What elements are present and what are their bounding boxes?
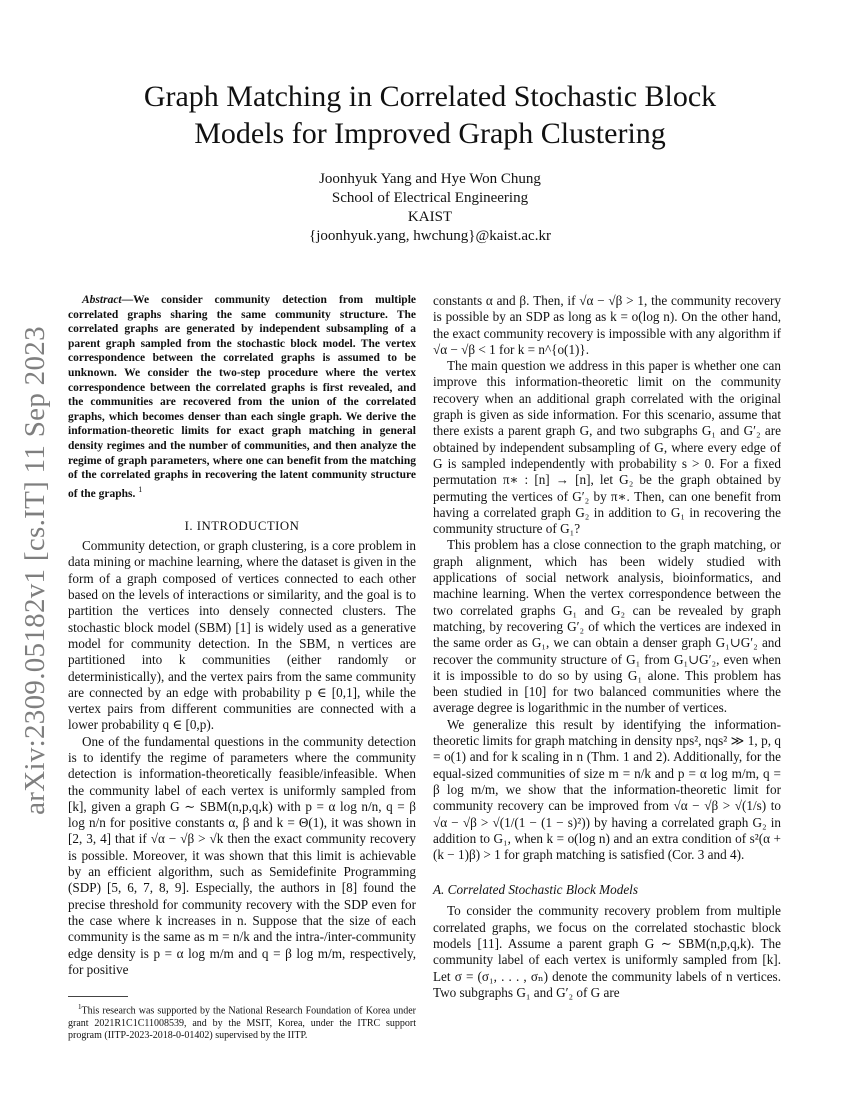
- affiliation: School of Electrical Engineering: [331, 190, 529, 206]
- paper-title: [70, 78, 790, 152]
- subsection-paragraph-1: To consider the community recovery problem from multiple correlated graphs, we focus on the correlated stochastic block models [11]. Assume a parent graph G ∼ SBM(n,p,q,k). The community label of each vertex is uniformly sampled from [k]. Let σ = (σ₁, . . . , σₙ) denote the community labels of n vertices. Two subgraphs G₁ and G′₂ of G are: [433, 903, 781, 1000]
- footnote: [68, 1001, 416, 1042]
- footnote-divider: [68, 996, 128, 997]
- intro-paragraph-2: One of the fundamental questions in the community detection is to identify the regime of parameters where the community detection is information-theoretically feasible/infeasible. When the community label of each vertex is uniformly sampled from [k], given a graph G ∼ SBM(n,p,q,k) with p = α log n/n, q = β log n/n for positive constants α, β and k = Θ(1), it was shown in [2, 3, 4] that if √α − √β > √k then the exact community recovery is possible. Moreover, it was shown that this limit is achievable by an efficient algorithm, such as Semidefinite Programming (SDP) [5, 6, 7, 8, 9]. Especially, the authors in [8] found the precise threshold for community recovery with the SDP even for the case where k increases in n. Suppose that the size of each community is the same as m = n/k and the intra-/inter-community edge density is p = α log m/m and q = β log m/m, respectively, for positive: [68, 733, 416, 977]
- subsection-heading-correlated-sbm: A. Correlated Stochastic Block Models: [433, 882, 638, 898]
- institution: KAIST: [407, 209, 453, 225]
- footnote-text: This research was supported by the National Research Foundation of Korea under grant 2021R1C1C11008539, and by the MSIT, Korea, under the ITRC support program (IITP-2023-2018-0-01402) supervised by the IITP.: [68, 1005, 416, 1041]
- abstract-footnote-mark[interactable]: 1: [138, 484, 143, 494]
- abstract-dash: —: [121, 294, 134, 306]
- intro-paragraph-4: This problem has a close connection to the graph matching, or graph alignment, which has been widely studied with applications of social network analysis, bioinformatics, and machine learning. When the vertex correspondence between the two correlated graphs G₁ and G₂ can be revealed by graph matching, by recovering G′₂ of which the vertices are indexed in the same order as G₁, we can obtain a denser graph G₁∪G′₂ and recover the community structure of G₁ from G₁∪G′₂, even when it is impossible to do so by using G₁ alone. This problem has been studied in [10] for two balanced communities where the average degree is logarithmic in the number of vertices.: [433, 537, 781, 716]
- arxiv-identifier-text: arXiv:2309.05182v1 [cs.IT] 11 Sep 2023: [18, 325, 51, 815]
- authors: Joonhyuk Yang and Hye Won Chung: [319, 171, 541, 187]
- email[interactable]: {joonhyuk.yang, hwchung}@kaist.ac.kr: [309, 228, 551, 244]
- title-line-1: Graph Matching in Correlated Stochastic Block: [143, 80, 717, 113]
- title-line-2: Models for Improved Graph Clustering: [194, 117, 666, 150]
- paper-header: [70, 78, 790, 246]
- intro-paragraph-2-continued: constants α and β. Then, if √α − √β > 1, the community recovery is possible by an SDP as long as k = o(log n). On the other hand, the exact community recovery is impossible with any algorithm if √α − √β < 1 for k = n^{o(1)}.: [433, 293, 781, 357]
- right-column: [433, 293, 781, 1001]
- footnote-mark: 1: [78, 1003, 82, 1011]
- intro-paragraph-1: Community detection, or graph clustering, is a core problem in data mining or machine learning, where the dataset is given in the form of a graph composed of vertices connected to each other based on the levels of interactions or similarity, and the goal is to partition the vertices into densely connected clusters. The stochastic block model (SBM) [1] is widely used as a generative model for community detection. In the SBM, n vertices are partitioned into k communities (either randomly or deterministically), and the vertex pairs from the same community are connected by an edge with probability p ∈ [0,1], while the vertex pairs from different communities are connected with a lower probability q ∈ [0,p).: [68, 538, 416, 733]
- intro-paragraph-3: The main question we address in this paper is whether one can improve this information-theoretic limit on the community recovery when an additional graph correlated with the original graph is given as side information. For this scenario, assume that there exists a parent graph G, and two subgraphs G₁ and G′₂ are obtained by independent subsampling of G, where every edge of G is sampled independently with probability s > 0. For a fixed permutation π∗ : [n] → [n], let G₂ be the graph obtained by permuting the vertices of G′₂ by π∗. Then, can one benefit from having a correlated graph G₂ in addition to G₁ in recovering the community structure of G₁?: [433, 358, 781, 537]
- section-heading-introduction: I. INTRODUCTION: [184, 519, 300, 534]
- intro-paragraph-5: We generalize this result by identifying the information-theoretic limits for graph matching in density nps², nqs² ≫ 1, p, q = o(1) and for k scaling in n (Thm. 1 and 2). Additionally, for the equal-sized communities of size m = n/k and p = α log m/m, q = β log m/m, we show that the information-theoretic limit for community recovery can be improved from √α − √β > √(1/s) to √α − √β > √(1/(1 − (1 − s)²)) by having a correlated graph G₂ in addition to G₁, when k = o(log n) and an extra condition of s²(α + (k − 1)β) > 1 for graph matching is satisfied (Cor. 3 and 4).: [433, 716, 781, 863]
- abstract-text: We consider community detection from multiple correlated graphs sharing the same community structure. The correlated graphs are generated by independent subsampling of a parent graph sampled from the stochastic block model. The vertex correspondence between the correlated graphs is assumed to be unknown. We consider the two-step procedure where the vertex correspondence between the correlated graphs is first revealed, and the communities are recovered from the union of the correlated graphs, which becomes denser than each single graph. We derive the information-theoretic limits for exact graph matching in general density regimes and the number of communities, and then analyze the regime of graph parameters, where one can benefit from the matching of the correlated graphs in recovering the latent community structure of the graphs.: [68, 294, 416, 500]
- left-column: [68, 293, 416, 978]
- abstract: [68, 293, 416, 501]
- abstract-label: Abstract: [82, 294, 122, 306]
- arxiv-identifier[interactable]: [10, 280, 60, 860]
